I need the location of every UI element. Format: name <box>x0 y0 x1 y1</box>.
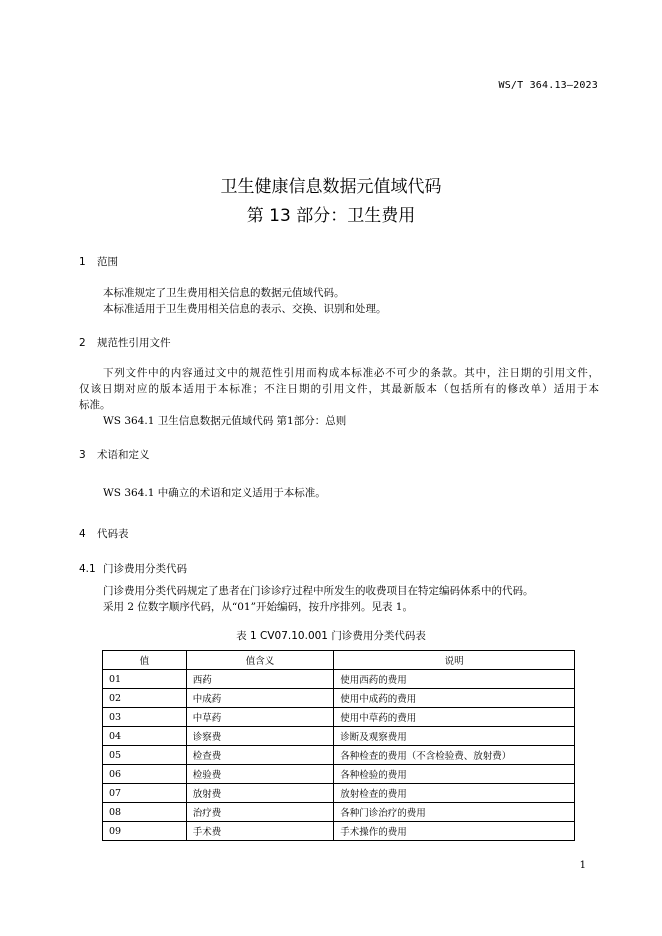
paragraph-line: 门诊费用分类代码规定了患者在门诊诊疗过程中所发生的收费项目在特定编码体系中的代码。 <box>103 585 534 597</box>
cell-meaning: 检验费 <box>186 765 334 784</box>
cell-description: 使用西药的费用 <box>334 670 575 689</box>
paragraph-line: 标准。 <box>79 399 111 411</box>
cell-value: 08 <box>103 803 187 822</box>
section-3-heading <box>79 447 150 462</box>
section-title: 代码表 <box>97 528 129 540</box>
section-2-body <box>79 365 599 429</box>
paragraph-line: 本标准适用于卫生费用相关信息的表示、交换、识别和处理。 <box>103 303 387 315</box>
cell-meaning: 诊察费 <box>186 727 334 746</box>
section-title: 规范性引用文件 <box>97 337 171 349</box>
cell-value: 04 <box>103 727 187 746</box>
cell-value: 02 <box>103 689 187 708</box>
cell-meaning: 中成药 <box>186 689 334 708</box>
section-1-body <box>79 285 599 317</box>
table-row <box>103 784 575 803</box>
section-4-1-heading <box>79 561 187 576</box>
standard-code: WS/T 364.13—2023 <box>498 80 598 91</box>
document-title: 卫生健康信息数据元值域代码 <box>220 177 442 197</box>
section-number: 2 <box>79 337 86 349</box>
cell-value: 01 <box>103 670 187 689</box>
column-header-meaning: 值含义 <box>186 651 334 670</box>
cell-description: 手术操作的费用 <box>334 822 575 841</box>
cell-value: 07 <box>103 784 187 803</box>
table-header-row <box>103 651 575 670</box>
cell-value: 05 <box>103 746 187 765</box>
cell-value: 03 <box>103 708 187 727</box>
cell-meaning: 手术费 <box>186 822 334 841</box>
table-row <box>103 765 575 784</box>
code-table <box>102 650 575 841</box>
cell-description: 使用中草药的费用 <box>334 708 575 727</box>
table-row <box>103 727 575 746</box>
cell-meaning: 检查费 <box>186 746 334 765</box>
section-number: 1 <box>79 256 86 268</box>
reference-item: WS 364.1 卫生信息数据元值域代码 第1部分：总则 <box>103 415 347 427</box>
section-3-body <box>79 485 599 501</box>
section-title: 门诊费用分类代码 <box>103 563 187 575</box>
cell-meaning: 治疗费 <box>186 803 334 822</box>
cell-description: 各种检查的费用（不含检验费、放射费） <box>334 746 575 765</box>
table-row <box>103 689 575 708</box>
table-row <box>103 670 575 689</box>
column-header-value: 值 <box>103 651 187 670</box>
section-4-heading <box>79 526 129 541</box>
cell-meaning: 放射费 <box>186 784 334 803</box>
cell-description: 使用中成药的费用 <box>334 689 575 708</box>
section-title: 术语和定义 <box>97 449 150 461</box>
paragraph-line: 下列文件中的内容通过文中的规范性引用而构成本标准必不可少的条款。其中，注日期的引用文件， <box>103 367 599 379</box>
paragraph-line: 本标准规定了卫生费用相关信息的数据元值域代码。 <box>103 287 345 299</box>
cell-meaning: 中草药 <box>186 708 334 727</box>
cell-value: 06 <box>103 765 187 784</box>
table-row <box>103 746 575 765</box>
table-row <box>103 803 575 822</box>
cell-description: 各种检验的费用 <box>334 765 575 784</box>
paragraph-line: WS 364.1 中确立的术语和定义适用于本标准。 <box>103 487 326 499</box>
section-number: 4.1 <box>79 563 96 575</box>
cell-meaning: 西药 <box>186 670 334 689</box>
section-number: 3 <box>79 449 86 461</box>
table-row <box>103 822 575 841</box>
cell-value: 09 <box>103 822 187 841</box>
table-row <box>103 708 575 727</box>
section-1-heading <box>79 254 118 269</box>
cell-description: 各种门诊治疗的费用 <box>334 803 575 822</box>
paragraph-line: 仅该日期对应的版本适用于本标准；不注日期的引用文件，其最新版本（包括所有的修改单）适用于本 <box>79 383 599 395</box>
column-header-description: 说明 <box>334 651 575 670</box>
cell-description: 放射检查的费用 <box>334 784 575 803</box>
section-4-1-body <box>79 583 599 615</box>
paragraph-line: 采用 2 位数字顺序代码，从“01”开始编码，按升序排列。见表 1。 <box>103 601 413 613</box>
section-2-heading <box>79 335 171 350</box>
table-caption: 表 1 CV07.10.001 门诊费用分类代码表 <box>236 630 426 642</box>
page-number: 1 <box>579 860 586 871</box>
document-subtitle: 第 13 部分：卫生费用 <box>246 206 416 226</box>
cell-description: 诊断及观察费用 <box>334 727 575 746</box>
section-number: 4 <box>79 528 86 540</box>
section-title: 范围 <box>97 256 118 268</box>
